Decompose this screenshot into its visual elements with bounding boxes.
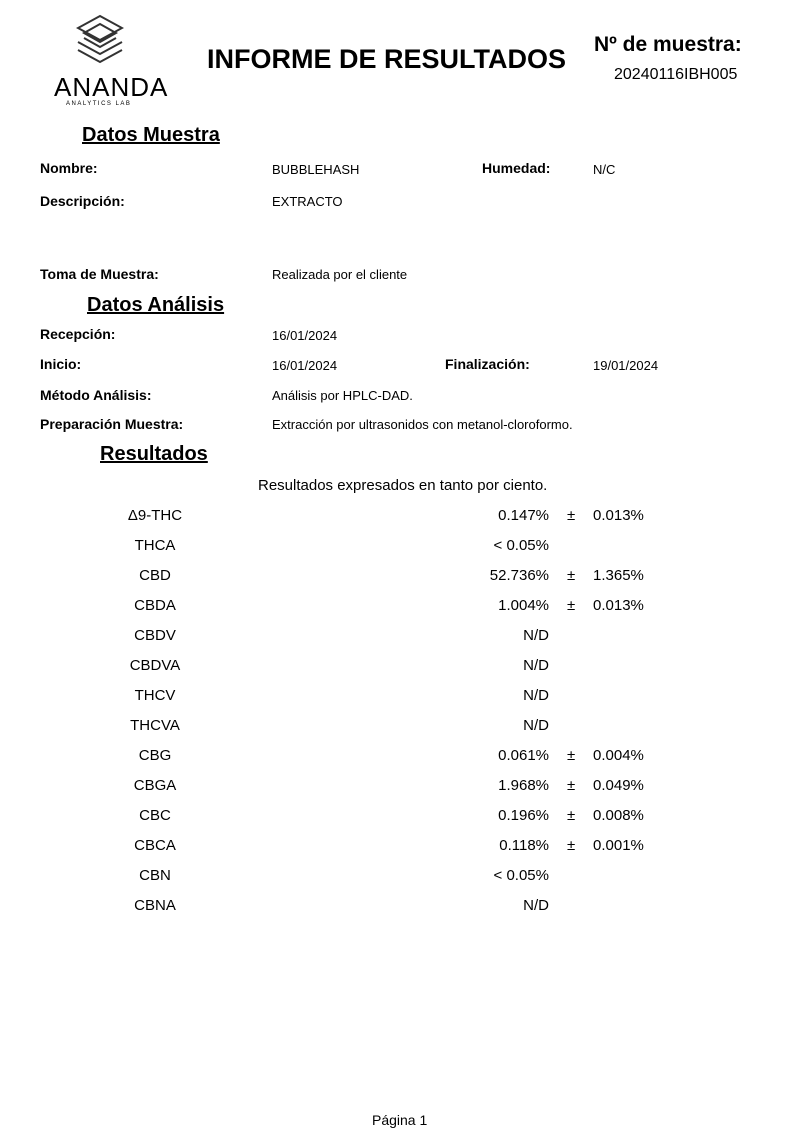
analysis-section-heading: Datos Análisis <box>87 294 225 316</box>
results-section-heading: Resultados <box>100 443 208 465</box>
result-uncertainty: 0.008% <box>593 807 644 824</box>
sampling-label: Toma de Muestra: <box>40 266 159 282</box>
logo-subtitle: ANALYTICS LAB <box>66 101 132 107</box>
result-value: 1.968% <box>498 777 549 794</box>
result-value: 1.004% <box>498 597 549 614</box>
result-plus-minus: ± <box>567 597 576 614</box>
result-value: N/D <box>523 687 549 704</box>
result-value: N/D <box>523 897 549 914</box>
result-compound: CBCA <box>134 837 176 854</box>
sample-section-heading: Datos Muestra <box>82 124 220 146</box>
result-plus-minus: ± <box>567 807 576 824</box>
reception-value: 16/01/2024 <box>272 328 338 343</box>
page-number: Página 1 <box>372 1112 428 1128</box>
result-plus-minus: ± <box>567 837 576 854</box>
humidity-value: N/C <box>593 162 616 177</box>
result-value: 0.147% <box>498 507 549 524</box>
result-plus-minus: ± <box>567 567 576 584</box>
result-value: 0.118% <box>499 837 549 854</box>
sampling-value: Realizada por el cliente <box>272 267 408 282</box>
reception-label: Recepción: <box>40 326 116 342</box>
result-uncertainty: 0.001% <box>593 837 644 854</box>
method-label: Método Análisis: <box>40 387 152 403</box>
result-plus-minus: ± <box>567 507 576 524</box>
result-compound: THCA <box>134 537 176 554</box>
start-label: Inicio: <box>40 356 82 372</box>
result-compound: THCV <box>134 687 176 704</box>
result-compound: CBD <box>139 567 171 584</box>
result-uncertainty: 0.013% <box>593 597 644 614</box>
result-compound: CBNA <box>134 897 176 914</box>
result-value: N/D <box>523 657 549 674</box>
result-compound: CBDA <box>134 597 176 614</box>
end-value: 19/01/2024 <box>593 358 659 373</box>
humidity-label: Humedad: <box>482 160 551 176</box>
end-label: Finalización: <box>445 356 530 372</box>
result-compound: CBC <box>139 807 171 824</box>
logo-name: ANANDA <box>54 72 169 102</box>
sample-number-value: 20240116IBH005 <box>614 66 738 83</box>
result-compound: THCVA <box>130 717 180 734</box>
result-uncertainty: 1.365% <box>593 567 644 584</box>
start-value: 16/01/2024 <box>272 358 338 373</box>
method-value: Análisis por HPLC-DAD. <box>272 388 413 403</box>
result-plus-minus: ± <box>567 777 576 794</box>
result-compound: CBG <box>138 747 172 764</box>
name-value: BUBBLEHASH <box>272 162 360 177</box>
prep-value: Extracción por ultrasonidos con metanol-cloroformo. <box>272 417 573 432</box>
result-compound: CBDVA <box>129 657 181 674</box>
description-value: EXTRACTO <box>272 194 343 209</box>
company-logo <box>50 14 169 107</box>
result-value: 0.196% <box>498 807 549 824</box>
result-plus-minus: ± <box>567 747 576 764</box>
name-label: Nombre: <box>40 160 98 176</box>
logo-mark-icon <box>76 14 124 70</box>
result-value: N/D <box>523 627 549 644</box>
result-compound: CBDV <box>134 627 176 644</box>
result-compound: CBGA <box>133 777 177 794</box>
result-value: < 0.05% <box>493 537 549 554</box>
result-uncertainty: 0.004% <box>593 747 644 764</box>
prep-label: Preparación Muestra: <box>40 416 184 432</box>
result-compound: Δ9-THC <box>127 507 183 524</box>
results-note: Resultados expresados en tanto por ciento. <box>258 477 548 494</box>
result-value: 52.736% <box>489 567 549 584</box>
result-value: 0.061% <box>498 747 549 764</box>
result-value: < 0.05% <box>493 867 549 884</box>
report-title: INFORME DE RESULTADOS <box>207 44 567 74</box>
sample-number-label: Nº de muestra: <box>594 33 742 56</box>
result-uncertainty: 0.013% <box>593 507 644 524</box>
description-label: Descripción: <box>40 193 125 209</box>
result-value: N/D <box>523 717 549 734</box>
result-uncertainty: 0.049% <box>593 777 644 794</box>
result-compound: CBN <box>139 867 171 884</box>
